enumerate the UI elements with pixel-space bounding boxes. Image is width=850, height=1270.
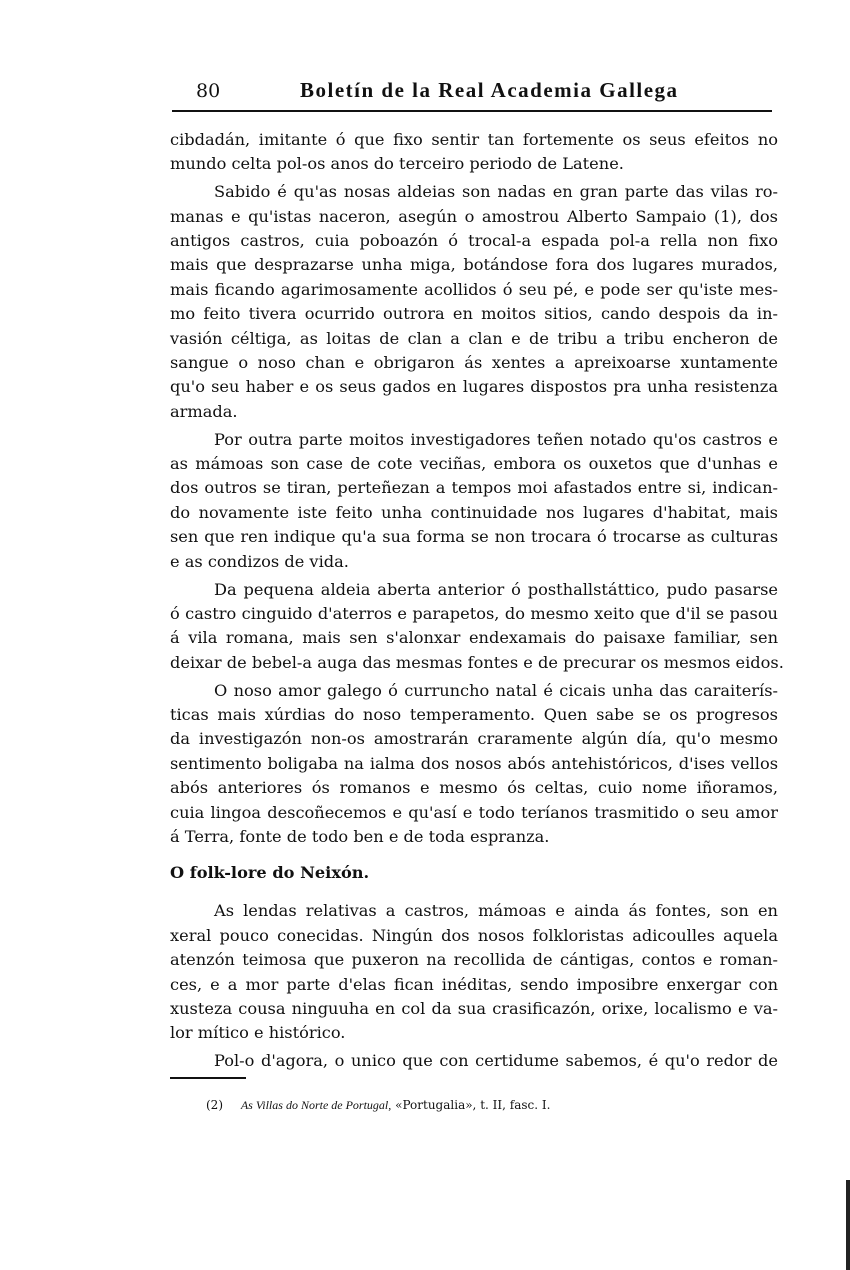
text-line: deixar de bebel-a auga das mesmas fontes e de precurar os mesmos eidos.: [170, 652, 784, 672]
text-line: xeral pouco conecidas. Ningún dos nosos folkloristas adicoulles aquela: [170, 925, 778, 945]
text-line: as mámoas son case de cote veciñas, embora os ouxetos que d'unhas e: [170, 454, 778, 474]
text-line: dos outros se tiran, perteñezan a tempos moi afastados entre si, indican-: [170, 478, 778, 498]
text-line: ó castro cinguido d'aterros e parapetos, do mesmo xeito que d'il se pasou: [170, 603, 778, 623]
text-line: mais que desprazarse unha miga, botándose fora dos lugares murados,: [170, 255, 778, 275]
text-line: Sabido é qu'as nosas aldeias son nadas en gran parte das vilas ro-: [214, 182, 778, 202]
text-line: abós anteriores ós romanos e mesmo ós celtas, cuio nome iñoramos,: [170, 778, 778, 798]
text-line: á vila romana, mais sen s'alonxar endexamais do paisaxe familiar, sen: [170, 628, 778, 648]
footnote: [206, 1098, 550, 1113]
page-number: 80: [196, 80, 221, 102]
text-line: do novamente iste feito unha continuidade nos lugares d'habitat, mais: [170, 502, 778, 522]
paragraph: [170, 180, 778, 424]
footnote-title: As Villas do Norte de Portugal,: [240, 1098, 392, 1112]
text-line: ces, e a mor parte d'elas fican inéditas, sendo imposibre enxergar con: [170, 974, 778, 994]
text-line: sentimento boligaba na ialma dos nosos abós antehistóricos, d'ises vellos: [170, 753, 778, 773]
footnote-number: (2): [206, 1098, 223, 1112]
text-line: e as condizos de vida.: [170, 551, 349, 571]
footnote-rule: [170, 1077, 246, 1079]
section-heading: O folk-lore do Neixón.: [170, 863, 370, 883]
text-line: ticas mais xúrdias do noso temperamento. Quen sabe se os progresos: [170, 704, 778, 724]
body-text: [170, 128, 784, 1077]
text-line: armada.: [170, 401, 238, 421]
running-title: Boletín de la Real Academia Gallega: [300, 78, 679, 102]
header-rule: [172, 110, 772, 112]
paragraphs-part-1: [170, 128, 784, 849]
text-line: da investigazón non-os amostrarán craramente algún día, qu'o mesmo: [170, 729, 778, 749]
text-line: á Terra, fonte de todo ben e de toda espranza.: [170, 826, 550, 846]
paragraph: [170, 679, 778, 850]
text-line: atenzón teimosa que puxeron na recollida de cántigas, contos e roman-: [170, 950, 778, 970]
scan-edge: [846, 1180, 850, 1270]
paragraphs-part-2: [170, 899, 778, 1073]
text-line: sen que ren indique qu'a sua forma se non trocara ó trocarse as culturas: [170, 527, 778, 547]
text-line: O noso amor galego ó curruncho natal é cicais unha das caraiterís-: [214, 680, 778, 700]
text-line: antigos castros, cuia poboazón ó trocal-a espada pol-a rella non fixo: [170, 231, 778, 251]
text-line: qu'o seu haber e os seus gados en lugares dispostos pra unha resistenza: [170, 377, 778, 397]
text-line: Pol-o d'agora, o unico que con certidume sabemos, é qu'o redor de: [214, 1051, 778, 1071]
text-line: lor mítico e histórico.: [170, 1023, 346, 1043]
text-line: cibdadán, imitante ó que fixo sentir tan fortemente os seus efeitos no: [170, 130, 778, 149]
paragraph: [170, 899, 778, 1045]
text-line: sangue o noso chan e obrigaron ás xentes a apreixoarse xuntamente: [170, 353, 778, 373]
paragraph: [170, 428, 778, 574]
text-line: Por outra parte moitos investigadores teñen notado qu'os castros e: [214, 429, 778, 449]
text-line: manas e qu'istas naceron, asegún o amostrou Alberto Sampaio (1), dos: [170, 206, 778, 226]
paragraph: [170, 128, 778, 177]
paragraph: [170, 1049, 778, 1073]
footnote-rest: «Portugalia», t. II, fasc. I.: [395, 1098, 551, 1112]
paragraph: [170, 578, 784, 676]
text-line: xusteza cousa ninguuha en col da sua crasificazón, orixe, localismo e va-: [170, 998, 778, 1018]
text-line: cuia lingoa descoñecemos e qu'así e todo teríanos trasmitido o seu amor: [170, 802, 778, 822]
text-line: mo feito tivera ocurrido outrora en moitos sitios, cando despois da in-: [170, 304, 778, 324]
text-line: vasión céltiga, as loitas de clan a clan e de tribu a tribu encheron de: [170, 328, 778, 348]
text-line: mais ficando agarimosamente acollidos ó seu pé, e pode ser qu'iste mes-: [170, 279, 778, 299]
text-line: mundo celta pol-os anos do terceiro periodo de Latene.: [170, 154, 624, 174]
text-line: As lendas relativas a castros, mámoas e ainda ás fontes, son en: [214, 901, 778, 921]
text-line: Da pequena aldeia aberta anterior ó posthallstáttico, pudo pasarse: [214, 579, 778, 599]
